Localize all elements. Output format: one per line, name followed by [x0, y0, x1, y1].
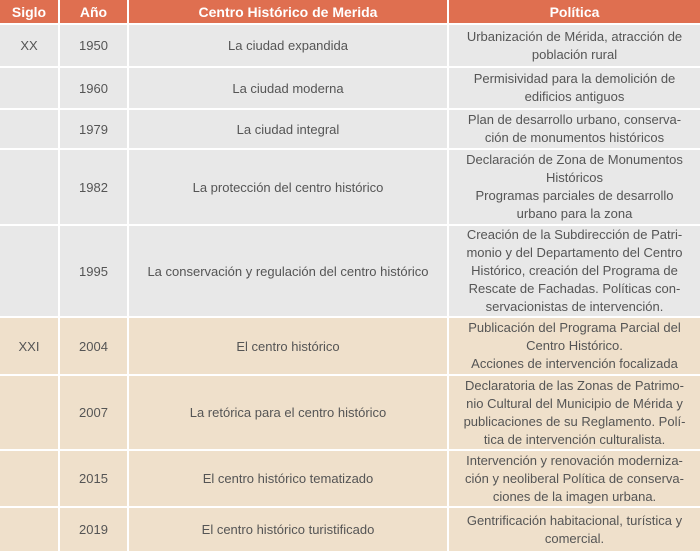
cell-siglo: XX: [0, 25, 58, 66]
cell-siglo: [0, 508, 58, 551]
header-anio: Año: [60, 0, 127, 23]
cell-politica: Publicación del Programa Parcial del Centro Histórico. Acciones de intervención focalizada: [449, 318, 700, 374]
cell-anio: 2015: [60, 451, 127, 506]
cell-centro: La ciudad moderna: [129, 68, 447, 108]
cell-centro: El centro histórico: [129, 318, 447, 374]
cell-anio: 2007: [60, 376, 127, 449]
cell-centro: La conservación y regulación del centro histórico: [129, 226, 447, 316]
header-siglo: Siglo: [0, 0, 58, 23]
cell-politica: Declaratoria de las Zonas de Patrimo- nio Cultural del Municipio de Mérida y publicaciones de su Reglamento. Polí- tica de intervención culturalista.: [449, 376, 700, 449]
cell-politica: Permisividad para la demolición de edificios antiguos: [449, 68, 700, 108]
table-row: [0, 318, 700, 374]
cell-siglo: [0, 150, 58, 224]
table-row: [0, 150, 700, 224]
cell-centro: La ciudad expandida: [129, 25, 447, 66]
cell-anio: 1960: [60, 68, 127, 108]
cell-siglo: [0, 376, 58, 449]
cell-politica: Plan de desarrollo urbano, conserva- ción de monumentos históricos: [449, 110, 700, 148]
table-row: [0, 376, 700, 449]
cell-anio: 1995: [60, 226, 127, 316]
cell-siglo: [0, 451, 58, 506]
cell-anio: 1982: [60, 150, 127, 224]
cell-politica: Urbanización de Mérida, atracción de población rural: [449, 25, 700, 66]
header-politica: Política: [449, 0, 700, 23]
cell-centro: El centro histórico turistificado: [129, 508, 447, 551]
table-row: [0, 68, 700, 108]
cell-siglo: [0, 226, 58, 316]
cell-politica: Declaración de Zona de Monumentos Históricos Programas parciales de desarrollo urbano para la zona: [449, 150, 700, 224]
cell-siglo: [0, 68, 58, 108]
cell-siglo: XXI: [0, 318, 58, 374]
cell-centro: La retórica para el centro histórico: [129, 376, 447, 449]
cell-politica: Gentrificación habitacional, turística y comercial.: [449, 508, 700, 551]
header-row: [0, 0, 700, 23]
cell-centro: La protección del centro histórico: [129, 150, 447, 224]
cell-centro: El centro histórico tematizado: [129, 451, 447, 506]
cell-anio: 1950: [60, 25, 127, 66]
table-row: [0, 226, 700, 316]
cell-siglo: [0, 110, 58, 148]
cell-politica: Creación de la Subdirección de Patri- monio y del Departamento del Centro Histórico, creación del Programa de Rescate de Fachadas. Políticas con- servacionistas de intervención.: [449, 226, 700, 316]
cell-anio: 2019: [60, 508, 127, 551]
table-row: [0, 25, 700, 66]
header-centro: Centro Histórico de Merida: [129, 0, 447, 23]
cell-centro: La ciudad integral: [129, 110, 447, 148]
cell-politica: Intervención y renovación moderniza- ción y neoliberal Política de conserva- ciones de la imagen urbana.: [449, 451, 700, 506]
cell-anio: 2004: [60, 318, 127, 374]
table-row: [0, 508, 700, 551]
cell-anio: 1979: [60, 110, 127, 148]
table-row: [0, 110, 700, 148]
table-row: [0, 451, 700, 506]
